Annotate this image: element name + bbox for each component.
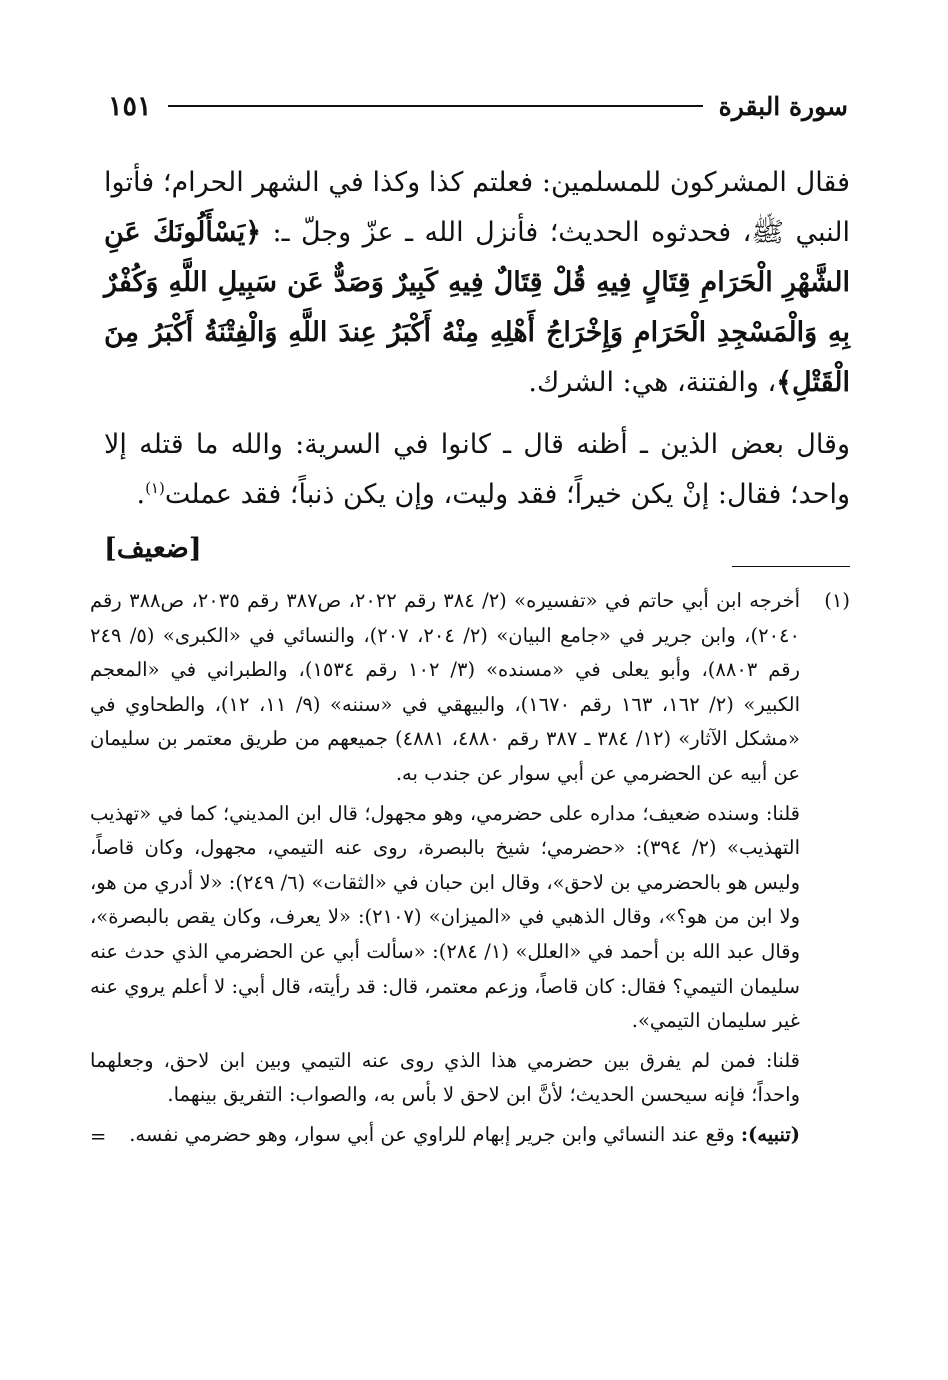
grading-label: [ضعيف] bbox=[104, 533, 202, 564]
paragraph-2-end: . bbox=[136, 479, 146, 510]
footnote-1 bbox=[90, 584, 850, 1158]
paragraph-1-tail: ، والفتنة، هي: الشرك. bbox=[528, 367, 777, 398]
header-rule bbox=[168, 105, 703, 107]
footnote-body bbox=[90, 584, 800, 1158]
note-label: (تنبيه): bbox=[740, 1122, 800, 1146]
footnote-number: (١) bbox=[824, 589, 850, 612]
continuation-mark: = bbox=[90, 1124, 107, 1148]
running-header bbox=[108, 88, 848, 124]
footnote-separator bbox=[732, 566, 850, 567]
paragraph-1 bbox=[104, 158, 850, 408]
footnote-reference: (١) bbox=[145, 479, 165, 497]
footnote-assessment: قلنا: وسنده ضعيف؛ مداره على حضرمي، وهو مجهول؛ قال ابن المديني؛ كما في «تهذيب التهذيب» (٢/ ٣٩٤): «حضرمي؛ شيخ بالبصرة، روى عنه التيمي، مجهول، وكان قاصاً، وليس هو بالحضرمي بن لاحق»، وقال ابن حبان في «الثقات» (٦/ ٢٤٩): «لا أدري من هو، ولا ابن من هو؟»، وقال الذهبي في «الميزان» (٢١٠٧): «لا يعرف، وكان يقص بالبصرة»، وقال عبد الله بن أحمد في «العلل» (١/ ٢٨٤): «سألت أبي عن الحضرمي الذي حدث عنه سليمان التيمي؟ فقال: كان قاصاً، وزعم معتمر، قال: قد رأيته، قال أبي: لا أعلم يروي عنه غير سليمان التيمي». bbox=[90, 801, 800, 1033]
main-text bbox=[104, 158, 850, 574]
footnote-note bbox=[90, 1118, 800, 1153]
paragraph-2 bbox=[104, 420, 850, 564]
paragraph-1-text: فقال المشركون للمسلمين: فعلتم كذا وكذا في الشهر الحرام؛ فأتوا النبي ﷺ، فحدثوه الحديث؛ فأنزل الله ـ عزّ وجلّ ـ: bbox=[104, 167, 850, 248]
page-number: ١٥١ bbox=[108, 90, 152, 122]
quran-verse: ﴿يَسْأَلُونَكَ عَنِ الشَّهْرِ الْحَرَامِ قِتَالٍ فِيهِ قُلْ قِتَالٌ فِيهِ كَبِيرٌ وَصَدٌّ عَن سَبِيلِ اللَّهِ وَكُفْرٌ بِهِ وَالْمَسْجِدِ الْحَرَامِ وَإِخْرَاجُ أَهْلِهِ مِنْهُ أَكْبَرُ عِندَ اللَّهِ وَالْفِتْنَةُ أَكْبَرُ مِنَ الْقَتْلِ﴾ bbox=[104, 217, 850, 398]
paragraph-2-text: وقال بعض الذين ـ أظنه قال ـ كانوا في السرية: والله ما قتله إلا واحد؛ فقال: إنْ يكن خيراً؛ فقد وليت، وإن يكن ذنباً؛ فقد عملت bbox=[104, 429, 850, 510]
footnotes bbox=[90, 584, 850, 1158]
footnote-conclusion: قلنا: فمن لم يفرق بين حضرمي هذا الذي روى عنه التيمي وبين ابن لاحق، وجعلهما واحداً؛ فإنه سيحسن الحديث؛ لأنَّ ابن لاحق لا بأس به، والصواب: التفريق بينهما. bbox=[90, 1048, 800, 1107]
footnote-sources: أخرجه ابن أبي حاتم في «تفسيره» (٢/ ٣٨٤ رقم ٢٠٢٢، ص٣٨٧ رقم ٢٠٣٥، ص٣٨٨ رقم ٢٠٤٠)، وابن جرير في «جامع البيان» (٢/ ٢٠٤، ٢٠٧)، والنسائي في «الكبرى» (٥/ ٢٤٩ رقم ٨٨٠٣)، وأبو يعلى في «مسنده» (٣/ ١٠٢ رقم ١٥٣٤)، والطبراني في «المعجم الكبير» (٢/ ١٦٢، ١٦٣ رقم ١٦٧٠)، والبيهقي في «سننه» (٩/ ١١، ١٢)، والطحاوي في «مشكل الآثار» (١٢/ ٣٨٤ ـ ٣٨٧ رقم ٤٨٨٠، ٤٨٨١) جميعهم من طريق معتمر بن سليمان عن أبيه عن الحضرمي عن أبي سوار عن جندب به. bbox=[90, 589, 800, 785]
surah-title: سورة البقرة bbox=[718, 91, 848, 121]
note-text: وقع عند النسائي وابن جرير إبهام للراوي عن أبي سوار، وهو حضرمي نفسه. bbox=[129, 1122, 741, 1146]
